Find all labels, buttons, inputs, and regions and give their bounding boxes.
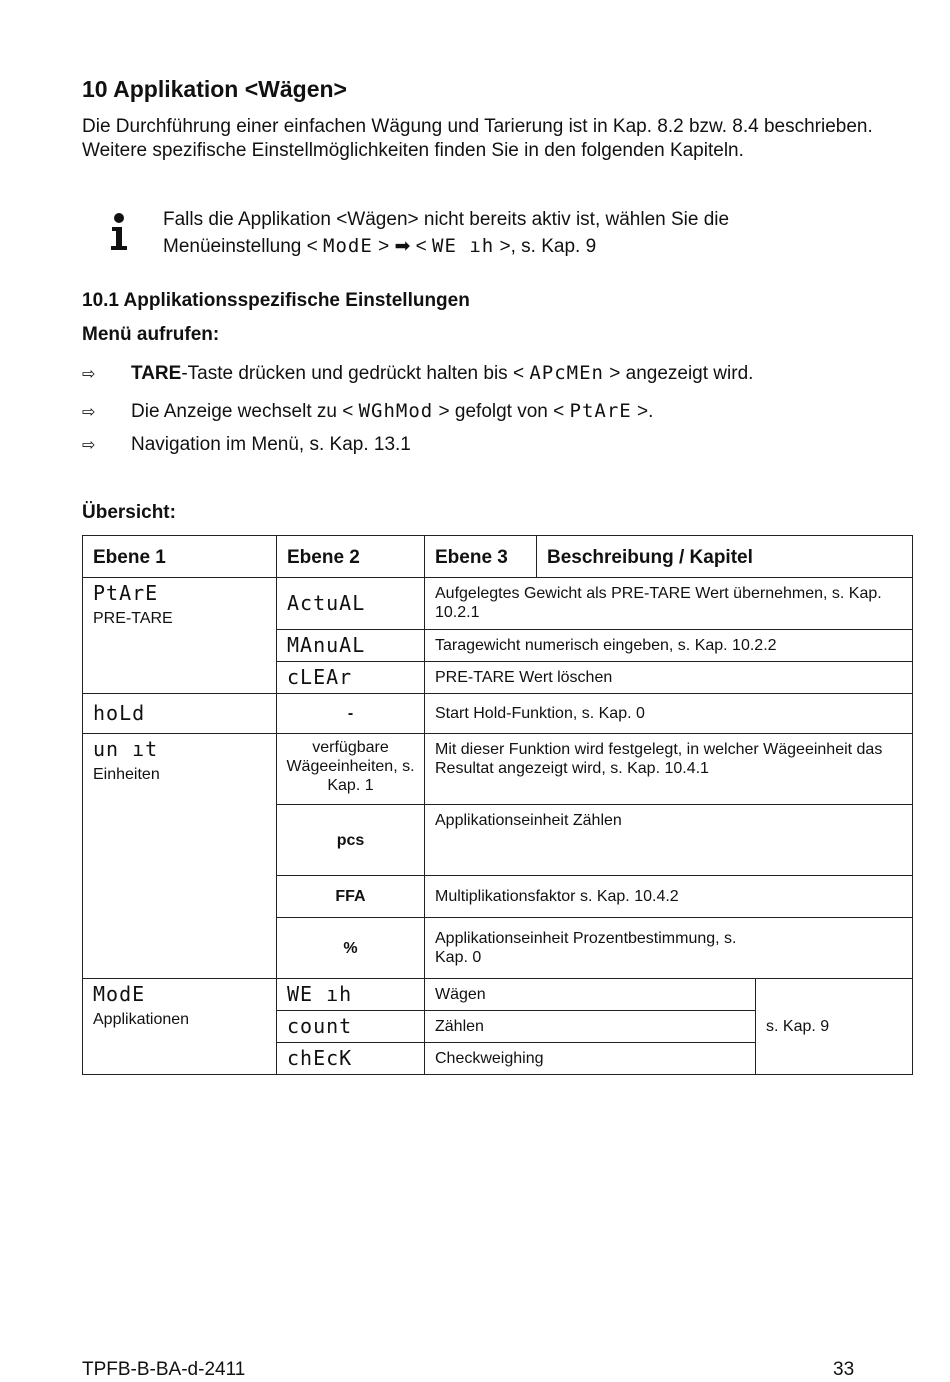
- header-level2: Ebene 2: [277, 536, 425, 578]
- level2-cell: [277, 578, 425, 630]
- description-cell: Applikationseinheit Zählen: [425, 805, 913, 876]
- hollow-arrow-icon: ⇨: [82, 366, 96, 383]
- table-header-row: [83, 536, 913, 578]
- footer-document-id: TPFB-B-BA-d-2411: [82, 1359, 246, 1380]
- display-code: MAnuAL: [287, 633, 366, 657]
- display-code: WE ıh: [287, 982, 353, 1006]
- description-cell: Applikationseinheit Prozentbestimmung, s. Kap. 0: [425, 918, 913, 979]
- level2-cell: [277, 1043, 425, 1075]
- overview-label: Übersicht:: [82, 502, 176, 523]
- display-code: PtArE: [93, 581, 159, 605]
- description-cell: Multiplikationsfaktor s. Kap. 10.4.2: [425, 876, 913, 918]
- display-code: WGhMod: [358, 400, 434, 422]
- step-text-end: > angezeigt wird.: [603, 363, 754, 384]
- display-code: ActuAL: [287, 591, 366, 615]
- level2-cell: %: [277, 918, 425, 979]
- step-item: [82, 358, 753, 388]
- step-text-end: >.: [631, 401, 654, 422]
- level2-cell: [277, 979, 425, 1011]
- cell-label: Applikationen: [93, 1011, 190, 1028]
- step-item: [82, 396, 653, 426]
- header-level1: Ebene 1: [83, 536, 277, 578]
- info-note: [163, 207, 863, 260]
- info-text-end: >, s. Kap. 9: [494, 236, 597, 257]
- info-text-start: Falls die Applikation <Wägen> nicht bereits aktiv ist, wählen Sie die Menüeinstellung <: [163, 209, 730, 257]
- chapter-heading: 10 Applikation <Wägen>: [82, 76, 347, 102]
- level2-cell: FFA: [277, 876, 425, 918]
- level2-cell: [277, 1011, 425, 1043]
- table-row: [83, 694, 913, 734]
- header-description: Beschreibung / Kapitel: [537, 536, 913, 578]
- display-code: chEcK: [287, 1046, 353, 1070]
- step-text: -Taste drücken und gedrückt halten bis <: [181, 363, 530, 384]
- step-item: [82, 430, 411, 460]
- table-row: [83, 979, 913, 1011]
- display-code: PtArE: [569, 400, 632, 422]
- menu-heading: Menü aufrufen:: [82, 324, 220, 345]
- description-cell: PRE-TARE Wert löschen: [425, 662, 913, 694]
- section-heading: 10.1 Applikationsspezifische Einstellungen: [82, 290, 470, 311]
- level2-cell: -: [277, 694, 425, 734]
- display-code: APcMEn: [529, 362, 604, 384]
- cell-label: Einheiten: [93, 766, 160, 783]
- level2-cell: pcs: [277, 805, 425, 876]
- display-code: hoLd: [93, 701, 146, 725]
- step-bold: TARE: [131, 363, 182, 384]
- description-cell: Checkweighing: [425, 1043, 756, 1075]
- arrow-right-icon: ➡: [394, 236, 411, 257]
- description-cell: Zählen: [425, 1011, 756, 1043]
- display-code-mode: ModE: [323, 235, 373, 257]
- display-code: un ıt: [93, 737, 159, 761]
- step-text-mid: > gefolgt von <: [433, 401, 570, 422]
- description-cell: Wägen: [425, 979, 756, 1011]
- hollow-arrow-icon: ⇨: [82, 437, 96, 454]
- level2-cell: [277, 662, 425, 694]
- display-code: cLEAr: [287, 665, 353, 689]
- display-code: ModE: [93, 982, 146, 1006]
- description-cell: Taragewicht numerisch eingeben, s. Kap. 10.2.2: [425, 630, 913, 662]
- table-row: [83, 734, 913, 805]
- info-text-mid1: >: [372, 236, 395, 257]
- table-row: [83, 578, 913, 630]
- display-code: count: [287, 1014, 353, 1038]
- reference-cell: s. Kap. 9: [756, 979, 913, 1075]
- display-code-weigh: WE ıh: [432, 235, 495, 257]
- level2-cell: verfügbare Wägeeinheiten, s. Kap. 1: [277, 734, 425, 805]
- mode-cell: [83, 979, 277, 1075]
- description-cell: Start Hold-Funktion, s. Kap. 0: [425, 694, 913, 734]
- pretare-cell: [83, 578, 277, 694]
- intro-paragraph: Die Durchführung einer einfachen Wägung und Tarierung ist in Kap. 8.2 bzw. 8.4 beschrieben. Weitere spezifische Einstellmöglichkeiten finden Sie in den folgenden Kapiteln.: [82, 116, 873, 161]
- hollow-arrow-icon: ⇨: [82, 404, 96, 421]
- level2-cell: [277, 630, 425, 662]
- footer-page-number: 33: [833, 1359, 855, 1380]
- info-text-mid2: <: [410, 236, 433, 257]
- hold-cell: [83, 694, 277, 734]
- description-cell: Aufgelegtes Gewicht als PRE-TARE Wert übernehmen, s. Kap. 10.2.1: [425, 578, 913, 630]
- header-level3: Ebene 3: [425, 536, 537, 578]
- description-cell: Mit dieser Funktion wird festgelegt, in welcher Wägeeinheit das Resultat angezeigt wird, s. Kap. 10.4.1: [425, 734, 913, 805]
- overview-table: [82, 535, 913, 1075]
- unit-cell: [83, 734, 277, 979]
- step-text: Navigation im Menü, s. Kap. 13.1: [131, 434, 411, 455]
- cell-label: PRE-TARE: [93, 610, 173, 627]
- info-icon: [108, 212, 130, 252]
- step-text: Die Anzeige wechselt zu <: [131, 401, 359, 422]
